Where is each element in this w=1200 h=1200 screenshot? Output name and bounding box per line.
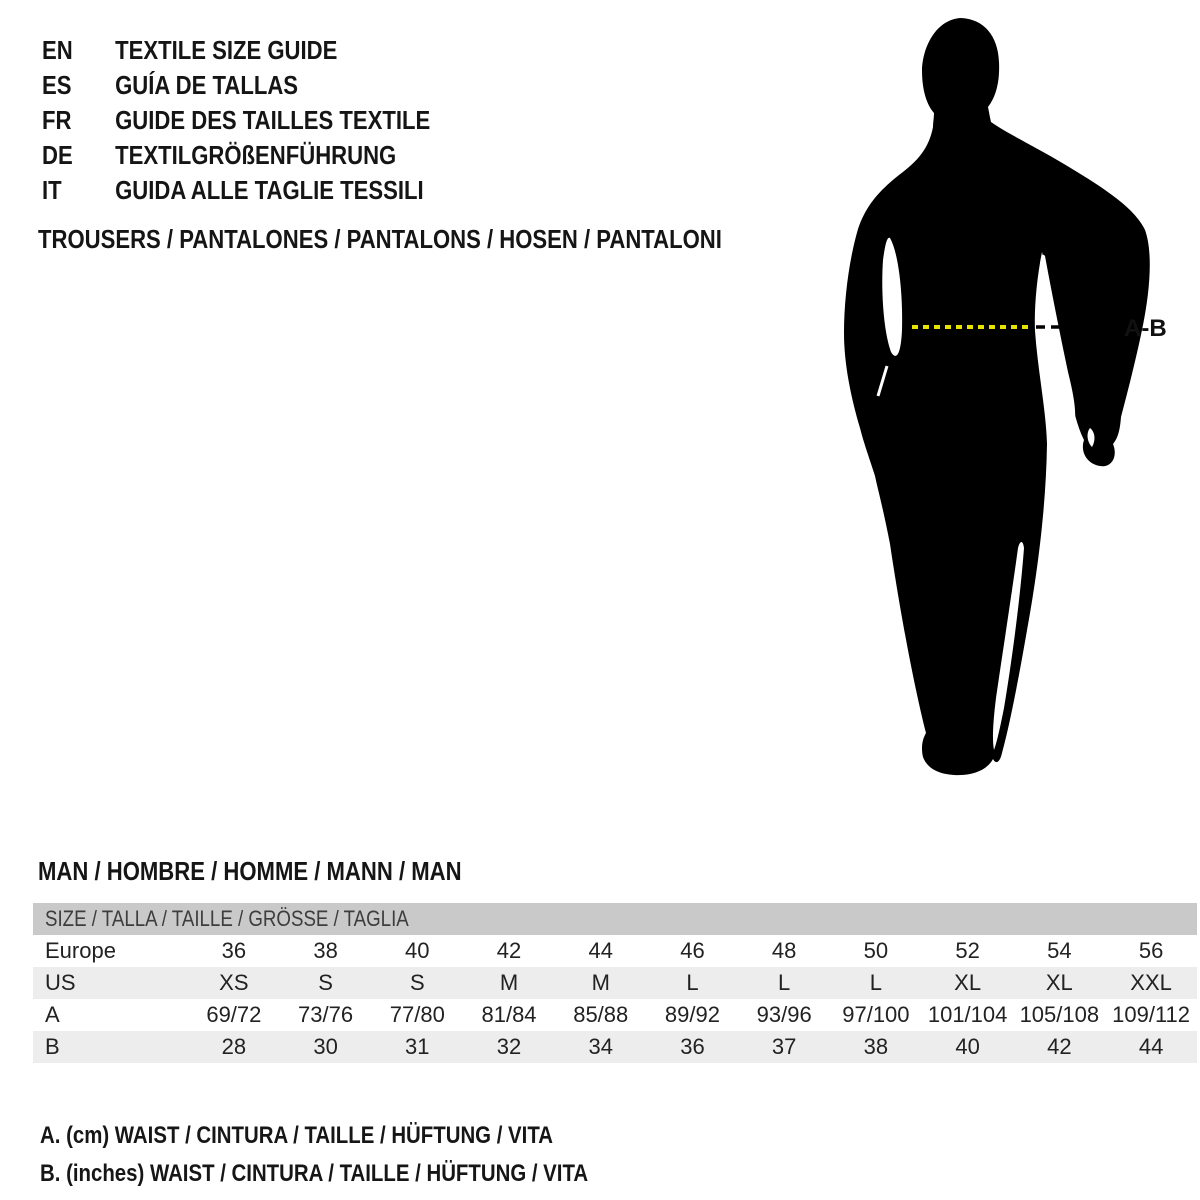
table-cell: 32 bbox=[496, 1034, 522, 1059]
table-row-europe bbox=[33, 935, 1197, 967]
table-cell: L bbox=[778, 970, 791, 995]
table-cell: 54 bbox=[1047, 938, 1072, 963]
table-cell: S bbox=[318, 970, 333, 995]
table-cell: 81/84 bbox=[481, 1002, 537, 1027]
table-cell: 50 bbox=[863, 938, 889, 963]
language-code: ES bbox=[42, 70, 72, 100]
row-label: A bbox=[45, 1002, 60, 1027]
table-cell: 77/80 bbox=[389, 1002, 445, 1027]
language-row bbox=[42, 138, 430, 173]
table-cell: 105/108 bbox=[1019, 1002, 1100, 1027]
language-row bbox=[42, 68, 430, 103]
footnote-cm-label: A. (cm) WAIST / CINTURA / TAILLE / HÜFTUNG / VITA bbox=[40, 1122, 554, 1149]
table-cell: 37 bbox=[771, 1034, 797, 1059]
table-cell: 52 bbox=[955, 938, 980, 963]
table-cell: 97/100 bbox=[842, 1002, 910, 1027]
table-row-b-inches bbox=[33, 1031, 1197, 1063]
table-cell: 89/92 bbox=[664, 1002, 720, 1027]
category-heading bbox=[38, 224, 843, 255]
table-cell: 34 bbox=[588, 1034, 613, 1059]
language-row bbox=[42, 33, 430, 68]
table-cell: 44 bbox=[588, 938, 613, 963]
row-label: Europe bbox=[45, 938, 116, 963]
table-cell: XL bbox=[954, 970, 982, 995]
table-cell: 85/88 bbox=[573, 1002, 629, 1027]
language-code: FR bbox=[42, 105, 72, 135]
table-cell: 38 bbox=[313, 938, 338, 963]
table-cell: 40 bbox=[955, 1034, 980, 1059]
language-row bbox=[42, 103, 430, 138]
language-list bbox=[42, 33, 430, 208]
table-cell: 36 bbox=[680, 1034, 705, 1059]
table-cell: 46 bbox=[680, 938, 705, 963]
silhouette-body bbox=[844, 18, 1150, 775]
table-row-a-cm bbox=[33, 999, 1197, 1031]
table-cell: XL bbox=[1045, 970, 1073, 995]
table-cell: 93/96 bbox=[756, 1002, 812, 1027]
table-cell: M bbox=[591, 970, 610, 995]
size-table-header bbox=[33, 903, 1197, 935]
table-cell: XS bbox=[219, 970, 249, 995]
table-row-us bbox=[33, 967, 1197, 999]
category-heading-label: TROUSERS / PANTALONES / PANTALONS / HOSEN / PANTALONI bbox=[38, 224, 722, 254]
table-cell: 42 bbox=[496, 938, 522, 963]
measure-label-ab: A-B bbox=[1124, 315, 1167, 342]
row-label: B bbox=[45, 1034, 60, 1059]
size-table-header-label: SIZE / TALLA / TAILLE / GRÖSSE / TAGLIA bbox=[45, 906, 409, 931]
table-cell: 40 bbox=[405, 938, 430, 963]
size-table-header-row bbox=[33, 903, 1197, 935]
table-cell: 69/72 bbox=[206, 1002, 262, 1027]
man-silhouette-figure bbox=[810, 8, 1190, 798]
language-label: GUÍA DE TALLAS bbox=[115, 70, 299, 100]
language-label: TEXTILE SIZE GUIDE bbox=[115, 35, 338, 65]
table-cell: 56 bbox=[1138, 938, 1164, 963]
language-code: EN bbox=[42, 35, 73, 65]
table-cell: S bbox=[409, 970, 425, 995]
table-cell: 42 bbox=[1047, 1034, 1072, 1059]
table-cell: 48 bbox=[771, 938, 797, 963]
language-code: IT bbox=[42, 175, 62, 205]
language-row bbox=[42, 173, 430, 208]
size-table bbox=[33, 903, 1197, 1063]
table-cell: 31 bbox=[405, 1034, 430, 1059]
table-cell: XXL bbox=[1130, 970, 1172, 995]
table-cell: L bbox=[686, 970, 699, 995]
table-cell: 73/76 bbox=[298, 1002, 354, 1027]
table-cell: 101/104 bbox=[927, 1002, 1008, 1027]
table-cell: 30 bbox=[313, 1034, 338, 1059]
footnote-cm bbox=[40, 1117, 685, 1155]
footnotes bbox=[40, 1117, 685, 1193]
table-cell: M bbox=[499, 970, 519, 995]
row-label: US bbox=[45, 970, 76, 995]
language-label: GUIDE DES TAILLES TEXTILE bbox=[115, 105, 431, 135]
table-cell: 109/112 bbox=[1112, 1002, 1191, 1027]
gender-heading-label: MAN / HOMBRE / HOMME / MANN / MAN bbox=[38, 856, 462, 886]
table-cell: L bbox=[869, 970, 883, 995]
table-cell: 38 bbox=[863, 1034, 889, 1059]
table-cell: 44 bbox=[1138, 1034, 1164, 1059]
gender-heading bbox=[38, 856, 536, 887]
footnote-inches-label: B. (inches) WAIST / CINTURA / TAILLE / HÜFTUNG / VITA bbox=[40, 1160, 589, 1187]
table-cell: 36 bbox=[221, 938, 247, 963]
language-code: DE bbox=[42, 140, 73, 170]
table-cell: 28 bbox=[221, 1034, 247, 1059]
language-label: GUIDA ALLE TAGLIE TESSILI bbox=[115, 175, 424, 205]
language-label: TEXTILGRÖßENFÜHRUNG bbox=[115, 140, 397, 170]
footnote-inches bbox=[40, 1155, 685, 1193]
